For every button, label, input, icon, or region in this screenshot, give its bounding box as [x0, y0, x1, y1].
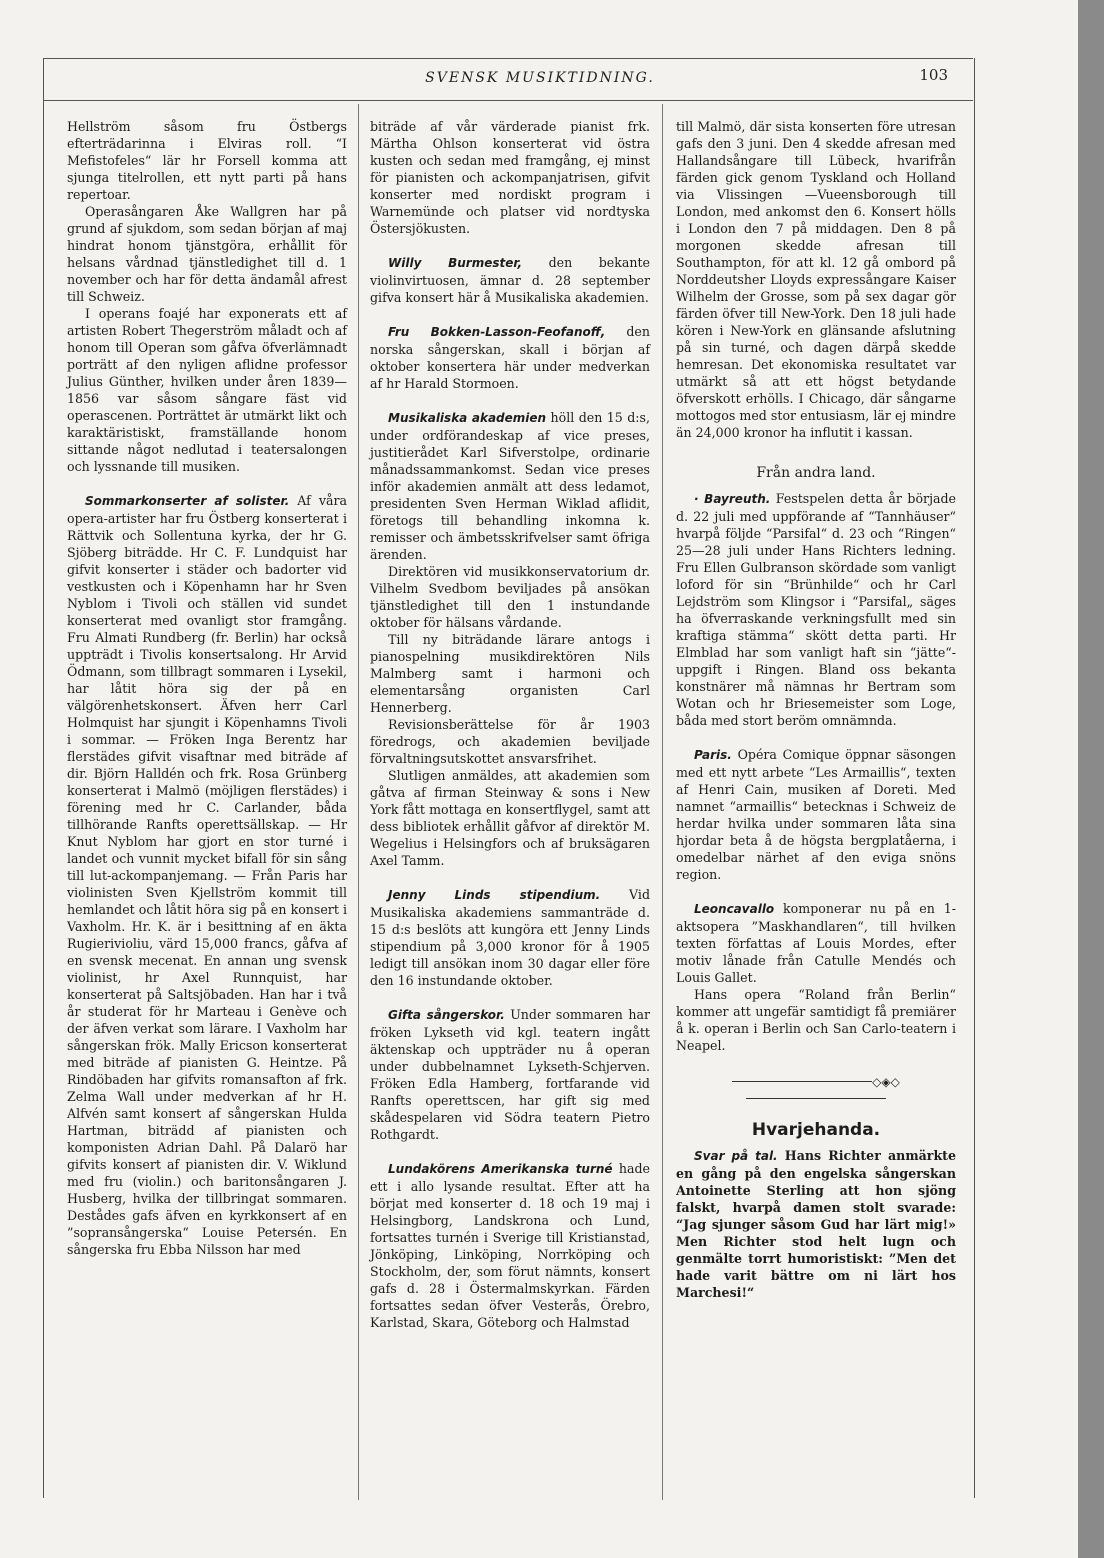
divider-line [732, 1081, 872, 1082]
column-rule-2 [662, 104, 663, 1500]
column-1 [67, 118, 347, 1258]
article-text: den bekante violinvirtuosen, ämnar d. 28 september gifva konsert här å Musikaliska akademien. [370, 255, 650, 305]
section-title-hvarjehanda: Hvarjehanda. [751, 1120, 881, 1140]
article-lead: Svar på tal. [694, 1149, 778, 1163]
article-text: Hans Richter anmärkte en gång på den engelska sångerskan Antoinette Sterling att hon sjöng falskt, hvarpå damen stolt svarade: “Jag sjunger såsom Gud har lärt mig!» Men Richter stod helt lugn och genmälte torrt humoristiskt: ”Men det hade varit bättre om ni lärt hos Marchesi!“ [676, 1148, 956, 1300]
article-lead: Willy Burmester, [388, 256, 523, 270]
article-text: Vid Musikaliska akademiens sammanträde d. 15 d:s beslöts att kungöra ett Jenny Linds stipendium på 3,000 kronor för å 1905 ledigt till ansökan inom 30 dagar eller före den 16 instundande oktober. [370, 887, 651, 988]
article-leoncavallo [676, 900, 956, 986]
paragraph: Revisionsberättelse för år 1903 föredrogs, och akademien beviljade förvaltningsutskottet ansvarsfrihet. [370, 717, 650, 766]
ornamental-divider [676, 1074, 956, 1108]
article-text: Opéra Comique öppnar säsongen med ett nytt arbete “Les Armaillis“, texten af Henri Cain, musiken af Doreti. Med namnet “armaillis“ betecknas i Schweiz de herdar hvilka under sommaren låta sina hjordar beta å de högsta bergplatåerna, i omedelbar närhet af den eviga snöns region. [676, 747, 956, 882]
article-lead: Paris. [694, 748, 732, 762]
paragraph: Direktören vid musikkonservatorium dr. Vilhelm Svedbom beviljades på ansökan tjänstledighet till den 1 instundande oktober för hälsans vårdande. [370, 564, 650, 630]
article-lead: Jenny Linds stipendium. [388, 888, 601, 902]
article-jenny-lind [370, 886, 650, 989]
page-number: 103 [919, 66, 948, 84]
header-rule-top [43, 58, 973, 59]
paragraph: Till ny biträdande lärare antogs i pianospelning musikdirektören Nils Malmberg samt i harmoni och elementarsång organisten Carl Hennerberg. [370, 632, 650, 715]
article-musikaliska-akademien [370, 409, 650, 563]
paragraph: Operasångaren Åke Wallgren har på grund af sjukdom, som sedan början af maj hindrat honom tjänstgöra, erhållit för helsans vårdnad tjänstledighet till d. 1 november och har för detta ändamål afrest till Schweiz. [67, 204, 347, 304]
article-lead: · Bayreuth. [694, 492, 771, 506]
article-svar-pa-tal [676, 1147, 956, 1301]
paragraph: till Malmö, där sista konserten före utresan gafs den 3 juni. Den 4 skedde afresan med Hallandsångare till Lübeck, hvarifrån färden gick genom Tyskland och Holland via Vlissingen —Vueensborough till London, med ankomst den 6. Konsert hölls i London den 7 på middagen. Den 8 på morgonen skedde afresan till Southampton, för att kl. 12 gå ombord på Norddeutsher Lloyds expressångare Kaiser Wilhelm der Grosse, som på sex dagar gör färden öfver till New-York. Den 18 juli hade kören i New-York en glänsande afslutning på sin turné, och dagen därpå skedde hemresan. Det ekonomiska resultatet var utmärkt så att ett högst betydande öfverskott erhölls. I Chicago, där sångarne mottogos med stor entusiasm, lär ej mindre än 24,000 kronor ha influtit i kassan. [676, 119, 956, 440]
article-text: den norska sångerskan, skall i början af oktober konsertera här under medverkan af hr Harald Stormoen. [370, 324, 650, 391]
article-bayreuth [676, 490, 956, 729]
article-lead: Fru Bokken-Lasson-Feofanoff, [388, 325, 606, 339]
paragraph: Slutligen anmäldes, att akademien som gåtva af firman Steinway & sons i New York fått mottaga en konsertflygel, samt att dess bibliotek erhållit gåfvor af direktör M. Wegelius i Helsingfors och af bruksägaren Axel Tamm. [370, 768, 650, 868]
article-text: Festspelen detta år började d. 22 juli med uppförande af “Tannhäuser“ hvarpå följde “Parsifal“ d. 23 och “Ringen“ 25—28 juli under Hans Richters ledning. Fru Ellen Gulbranson skördade som vanligt loford för sin “Brünhilde“ och hr Carl Lejdström som Klingsor i “Parsifal„ säges ha öfverraskande verkningsfullt med sin kraftiga stämma“ skött detta parti. Hr Elmblad har som vanligt haft sin “jätte“-uppgift i Ringen. Bland oss bekanta konstnärer må nämnas hr Bertram som Wotan och hr Briesemeister som Loge, båda med stort beröm omnämnda. [676, 491, 957, 728]
paragraph: Hellström såsom fru Östbergs efterträdarinna i Elviras roll. “I Mefistofeles“ lär hr Forsell komma att sjunga titelrollen, ett nytt parti på hans repertoar. [67, 119, 347, 202]
column-2 [370, 118, 650, 1331]
article-text: Af våra opera-artister har fru Östberg konserterat i Rättvik och Sollentuna kyrka, der hr G. Sjöberg biträdde. Hr C. F. Lundquist har gifvit konserter i städer och badorter vid vestkusten och i Köpenhamn har hr Sven Nyblom i Tivoli och ställen vid sundet konserterat med ovanligt stor framgång. Fru Almati Rundberg (fr. Berlin) har också uppträdt i Tivolis konsertsalong. Hr Arvid Ödmann, som tillbragt sommaren i Lysekil, har låtit höra sig der på en välgörenhetskonsert. Äfven herr Carl Holmquist har sjungit i Köpenhamns Tivoli i sommar. — Fröken Inga Berentz har flerstädes gifvit visaftnar med biträde af dir. Björn Halldén och frk. Rosa Grünberg konserterat i Malmö (möjligen flerstädes) i förening med hr C. Carlander, båda tillhörande Ranfts operettsällskap. — Hr Knut Nyblom har gjort en stor turné i landet och vunnit mycket bifall för sin sång till lut-ackompanjemang. — Från Paris har violinisten Sven Kjellström kommit till hemlandet och låtit höra sig på en konsert i Vaxholm. Hr. K. är i besittning af en äkta Rugierivioliu, värd 15,000 francs, gåfva af en svensk mecenat. En annan ung svensk violinist, hr Axel Runnquist, har konserterat på Saltsjöbaden. Han har i två år studerat för hr Marteau i Genève och der äfven verkat som lärare. I Vaxholm har sångerskan frök. Mally Ericson konserterat med biträde af pianisten G. Heintze. På Rindöbaden har gifvits romansafton af frk. Zelma Wall under medverkan af hr H. Alfvén samt konsert af sångerskan Hulda Hartman, biträdd af pianisten och komponisten Adrian Dahl. På Dalarö har gifvits konsert af pianisten dir. V. Wiklund med fru (violin.) och baritonsångaren J. Husberg, hvilka der tillbringat sommaren. Destådes gafs äfven en kyrkkonsert af en ”sopransångerska“ Louise Petersén. En sångerska fru Ebba Nilsson har med [67, 493, 347, 1257]
column-rule-1 [358, 104, 359, 1500]
divider-ornament: ◇◈◇ [872, 1075, 900, 1089]
divider-line [746, 1098, 886, 1099]
article-lead: Lundakörens Amerikanska turné [388, 1162, 613, 1176]
article-paris [676, 746, 956, 883]
article-text: höll den 15 d:s, under ordförandeskap af vice preses, justitierådet Karl Sifverstolpe, ordinarie månadssammankomst. Sedan vice preses inför akademien anmält att dess ledamot, presidenten Sven Herman Wiklad aflidit, företogs till behandling inkomna k. remisser och ämbetsskrifvelser samt öfriga ärenden. [370, 410, 650, 562]
article-text: Under sommaren har fröken Lykseth vid kgl. teatern ingått äktenskap och uppträder nu å operan under dubbelnamnet Lykseth-Schjerven. Fröken Edla Hamberg, fortfarande vid Ranfts operettscen, har gift sig med skådespelaren vid Södra teatern Pietro Rothgardt. [370, 1007, 650, 1142]
article-gifta-sangerskor [370, 1006, 650, 1143]
article-lead: Leoncavallo [694, 902, 775, 916]
article-text: hade ett i allo lysande resultat. Efter att ha börjat med konserter d. 18 och 19 maj i Helsingborg, Landskrona och Lund, fortsattes turnén i Sverige till Kristianstad, Jönköping, Linköping, Norrköping och Stockholm, der, som förut nämnts, konsert gafs d. 28 i Östermalmskyrkan. Färden fortsattes sedan öfver Vesterås, Örebro, Karlstad, Skara, Göteborg och Halmstad [370, 1161, 651, 1330]
section-title-fran-andra-land: Från andra land. [756, 465, 876, 481]
paragraph: Hans opera “Roland från Berlin“ kommer att ungefär samtidigt få premiärer å k. operan i Berlin och San Carlo-teatern i Neapel. [676, 987, 956, 1053]
scan-edge [1078, 0, 1104, 1558]
article-lead: Sommarkonserter af solister. [85, 494, 290, 508]
header-rule-bottom [43, 100, 973, 101]
article-lead: Musikaliska akademien [388, 411, 547, 425]
paragraph: biträde af vår värderade pianist frk. Märtha Ohlson konserterat vid östra kusten och sedan med framgång, ej minst för pianisten och ackompanjatrisen, gifvit konserter med nordiskt program i Warnemünde och platser vid nordtyska Östersjökusten. [370, 119, 650, 236]
running-title: SVENSK MUSIKTIDNING. [425, 70, 655, 86]
article-text: komponerar nu på en 1-aktsopera ”Maskhandlaren“, till hvilken texten författas af Louis Mordes, efter motiv lånade från Catulle Mendés och Louis Gallet. [676, 901, 956, 985]
article-sommarkonserter [67, 492, 347, 1258]
article-burmester [370, 254, 650, 306]
article-bokken-lasson [370, 323, 650, 392]
article-lundakoren [370, 1160, 650, 1331]
article-lead: Gifta sångerskor. [388, 1008, 505, 1022]
paragraph: I operans foajé har exponerats ett af artisten Robert Thegerström måladt och af honom till Operan som gåfva öfverlämnadt porträtt af den nyligen aflidne professor Julius Günther, hvilken under åren 1839—1856 var såsom sångare fäst vid operascenen. Porträttet är utmärkt likt och karaktäristiskt, framställande honom sittande något nedlutad i teatersalongen och lyssnande till musiken. [67, 306, 347, 474]
column-3 [676, 118, 956, 1301]
